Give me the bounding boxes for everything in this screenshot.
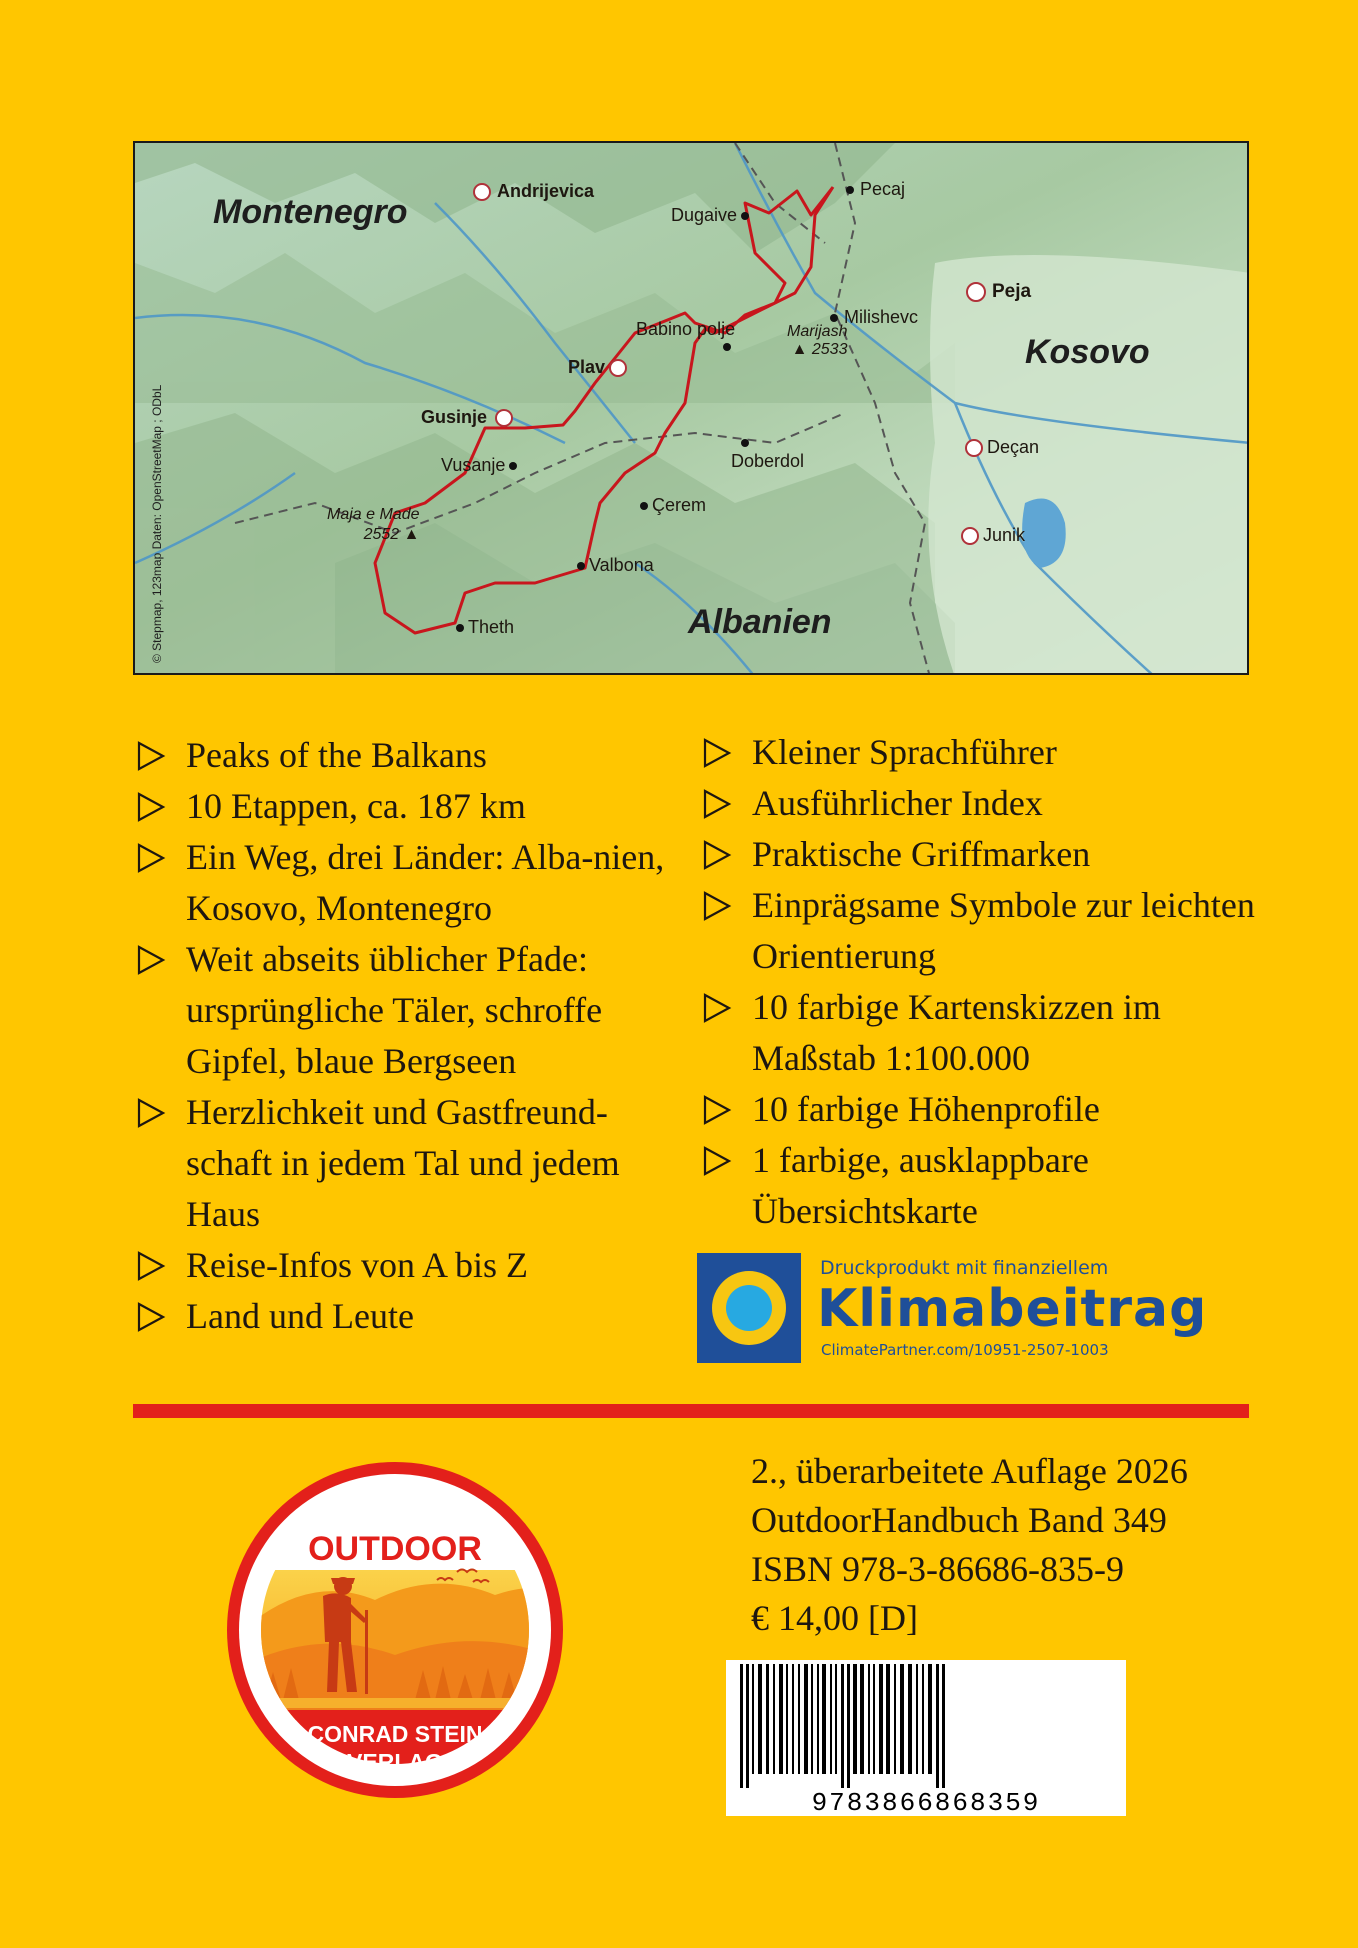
waypoint-dot-icon	[509, 462, 517, 470]
barcode-bar	[868, 1664, 870, 1774]
peak-triangle-icon: ▲	[791, 341, 808, 358]
barcode-bar	[922, 1664, 924, 1774]
barcode-bar	[928, 1664, 932, 1774]
list-item: Reise-Infos von A bis Z	[133, 1240, 673, 1291]
barcode-bar	[786, 1664, 788, 1774]
triangle-bullet-icon	[135, 842, 167, 874]
list-item: Ausführlicher Index	[699, 778, 1259, 829]
waypoint-dot-icon	[640, 502, 648, 510]
logo-publisher-line1: CONRAD STEIN	[307, 1721, 483, 1747]
publisher-logo	[225, 1460, 565, 1800]
series-text: OutdoorHandbuch Band 349	[751, 1500, 1167, 1540]
triangle-bullet-icon	[135, 1301, 167, 1333]
divider-line	[133, 1404, 1249, 1418]
map-credit: © Stepmap, 123map Daten: OpenStreetMap ; ODbL	[150, 384, 164, 663]
barcode-bar	[817, 1664, 819, 1774]
barcode-bar	[936, 1664, 939, 1788]
place-vusanje: Vusanje	[441, 455, 517, 476]
barcode-bar	[779, 1664, 783, 1774]
list-item: 10 farbige Höhenprofile	[699, 1084, 1259, 1135]
waypoint-dot-icon	[456, 624, 464, 632]
logo-top-text: OUTDOOR	[308, 1530, 482, 1568]
features-left-list	[133, 730, 673, 1342]
barcode-bar	[752, 1664, 754, 1774]
climate-url: ClimatePartner.com/10951-2507-1003	[821, 1341, 1109, 1359]
place-junik: Junik	[961, 525, 1025, 546]
waypoint-dot-icon	[741, 212, 749, 220]
barcode-bar	[886, 1664, 890, 1774]
triangle-bullet-icon	[701, 1094, 733, 1126]
place-babino-polje: Babino polje	[636, 319, 736, 339]
list-item: Einprägsame Symbole zur leichten Orientierung	[699, 880, 1259, 982]
barcode-bar	[873, 1664, 875, 1774]
peak-marijash: Marijash ▲ 2533	[787, 323, 848, 358]
climate-partner-badge	[697, 1253, 1237, 1363]
country-label-albanien: Albanien	[688, 603, 832, 641]
place-plav: Plav	[568, 357, 627, 378]
barcode-bar	[860, 1664, 864, 1774]
barcode-bar	[879, 1664, 883, 1774]
triangle-bullet-icon	[701, 788, 733, 820]
list-item: Land und Leute	[133, 1291, 673, 1342]
barcode-bar	[822, 1664, 826, 1774]
town-circle-icon	[965, 439, 983, 457]
barcode-bar	[758, 1664, 762, 1774]
waypoint-dot-icon	[577, 562, 585, 570]
waypoint-dot-icon	[830, 314, 838, 322]
list-item: 1 farbige, ausklappbare Übersichtskarte	[699, 1135, 1259, 1237]
place-milishevc: Milishevc	[830, 307, 918, 328]
place-decan: Deçan	[965, 437, 1039, 458]
barcode-digits: 9783866868359	[811, 1788, 1041, 1816]
peak-triangle-icon: ▲	[403, 526, 420, 543]
triangle-bullet-icon	[135, 1250, 167, 1282]
climate-caption: Druckprodukt mit finanziellem	[820, 1257, 1109, 1279]
triangle-bullet-icon	[701, 1145, 733, 1177]
barcode-bar	[792, 1664, 794, 1774]
barcode-bar	[942, 1664, 945, 1788]
triangle-bullet-icon	[701, 737, 733, 769]
list-item: Herzlichkeit und Gastfreund-schaft in jedem Tal und jedem Haus	[133, 1087, 673, 1240]
barcode	[726, 1660, 1126, 1816]
barcode-bar	[853, 1664, 857, 1774]
place-doberdol: Doberdol	[731, 451, 805, 471]
barcode-bar	[740, 1664, 743, 1788]
list-item: Weit abseits üblicher Pfade: ursprüngliche Täler, schroffe Gipfel, blaue Bergseen	[133, 934, 673, 1087]
list-item: Ein Weg, drei Länder: Alba-nien, Kosovo, Montenegro	[133, 832, 673, 934]
triangle-bullet-icon	[701, 839, 733, 871]
list-item: 10 farbige Kartenskizzen im Maßstab 1:100.000	[699, 982, 1259, 1084]
triangle-bullet-icon	[135, 1097, 167, 1129]
climate-partner-logo	[697, 1253, 801, 1363]
barcode-bar	[916, 1664, 918, 1774]
waypoint-dot-icon	[846, 186, 854, 194]
place-dugaive: Dugaive	[671, 205, 749, 226]
barcode-bar	[847, 1664, 850, 1788]
place-andrijevica: Andrijevica	[473, 181, 594, 202]
barcode-bar	[908, 1664, 912, 1774]
list-item: Kleiner Sprachführer	[699, 727, 1259, 778]
barcode-bar	[746, 1664, 749, 1788]
features-right-list	[699, 727, 1259, 1237]
town-circle-icon	[495, 409, 513, 427]
barcode-bar	[830, 1664, 832, 1774]
book-info	[751, 1447, 1188, 1643]
triangle-bullet-icon	[135, 791, 167, 823]
logo-publisher-line2: VERLAG	[347, 1749, 443, 1775]
route-map	[133, 141, 1249, 675]
barcode-bar	[900, 1664, 904, 1774]
barcode-bar	[773, 1664, 775, 1774]
barcode-bar	[766, 1664, 769, 1774]
triangle-bullet-icon	[701, 890, 733, 922]
edition-text: 2., überarbeitete Auflage 2026	[751, 1451, 1188, 1491]
town-circle-icon	[961, 527, 979, 545]
barcode-bar	[841, 1664, 844, 1788]
triangle-bullet-icon	[135, 944, 167, 976]
place-pecaj: Pecaj	[846, 179, 905, 200]
barcode-bar	[894, 1664, 896, 1774]
country-label-montenegro: Montenegro	[213, 193, 408, 231]
waypoint-dot-icon	[723, 343, 731, 351]
list-item: Peaks of the Balkans	[133, 730, 673, 781]
town-circle-icon	[609, 359, 627, 377]
place-peja: Peja	[966, 281, 1031, 303]
place-cerem: Çerem	[640, 495, 706, 516]
town-circle-icon	[966, 282, 986, 302]
climate-title: Klimabeitrag	[817, 1279, 1208, 1339]
barcode-bar	[798, 1664, 800, 1774]
triangle-bullet-icon	[701, 992, 733, 1024]
triangle-bullet-icon	[135, 740, 167, 772]
place-gusinje: Gusinje	[421, 407, 513, 428]
peak-maja-e-made: Maja e Made 2552 ▲	[327, 506, 420, 543]
list-item: 10 Etappen, ca. 187 km	[133, 781, 673, 832]
place-valbona: Valbona	[577, 555, 654, 576]
list-item: Praktische Griffmarken	[699, 829, 1259, 880]
barcode-bar	[804, 1664, 808, 1774]
country-label-kosovo: Kosovo	[1025, 333, 1150, 371]
waypoint-dot-icon	[741, 439, 749, 447]
price-text: € 14,00 [D]	[751, 1598, 918, 1638]
barcode-bar	[835, 1664, 837, 1774]
town-circle-icon	[473, 183, 491, 201]
place-theth: Theth	[456, 617, 514, 638]
barcode-bar	[811, 1664, 813, 1774]
isbn-text: ISBN 978-3-86686-835-9	[751, 1549, 1124, 1589]
